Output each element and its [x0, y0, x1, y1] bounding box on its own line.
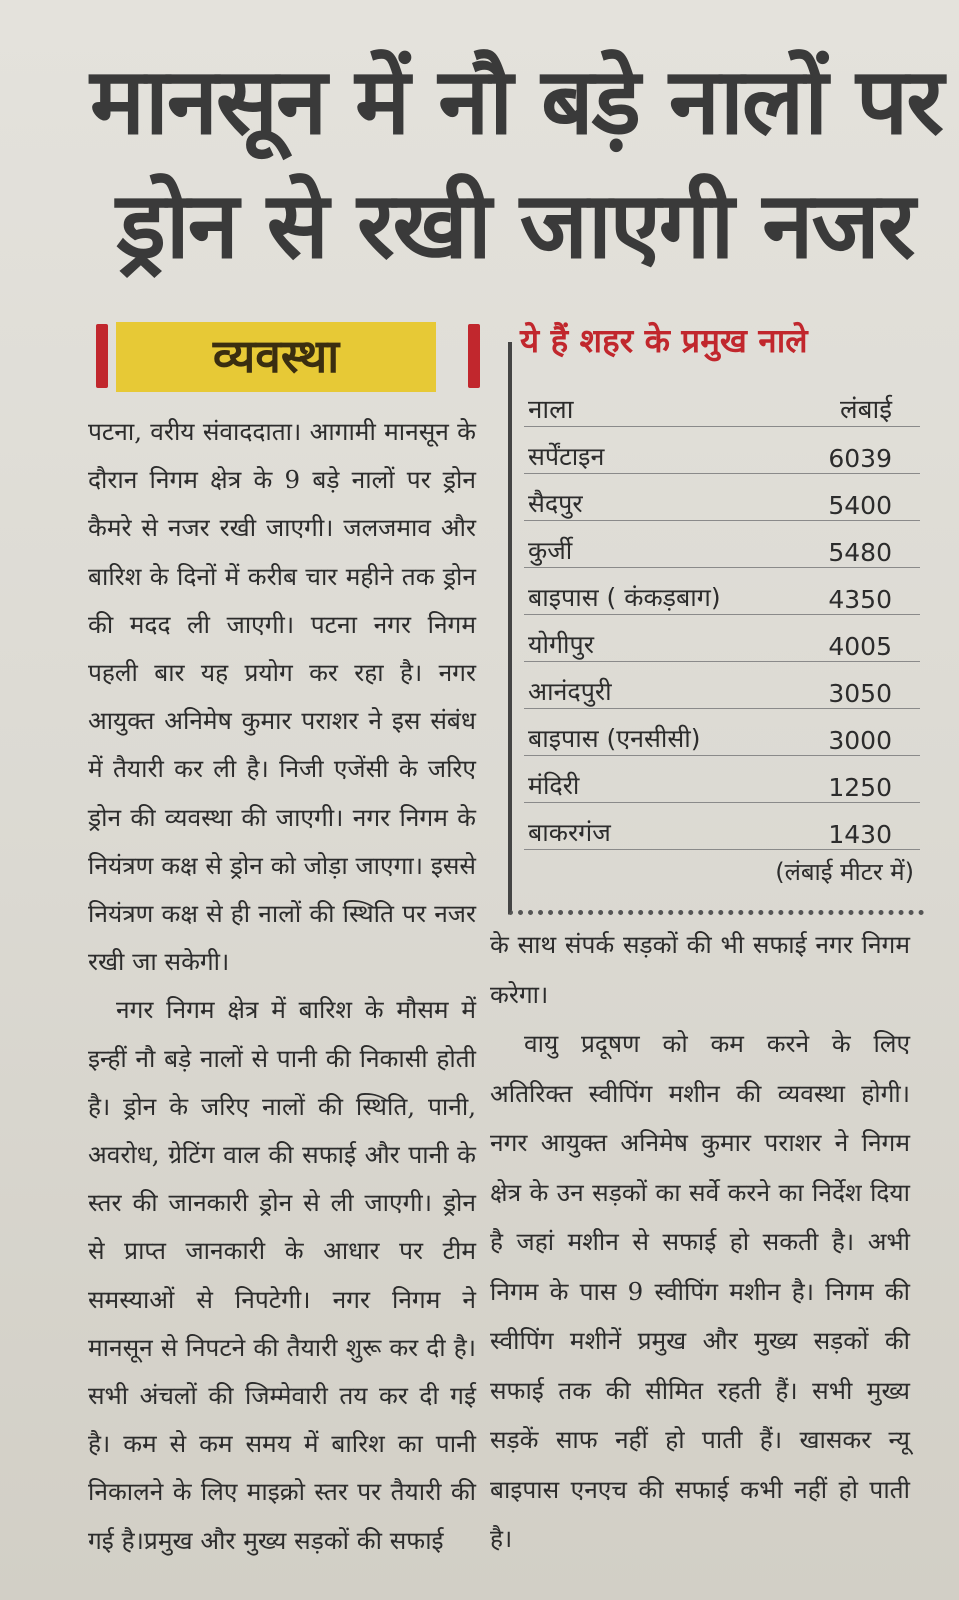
section-tag-label: व्यवस्था — [116, 322, 436, 392]
table-row — [524, 568, 920, 615]
drain-length: 4005 — [792, 615, 920, 662]
table-header-row — [524, 380, 920, 427]
column-header-length: लंबाई — [792, 380, 920, 427]
table-row — [524, 615, 920, 662]
table-row — [524, 427, 920, 474]
drain-length: 4350 — [792, 568, 920, 615]
drain-length: 1430 — [792, 803, 920, 850]
left-paragraph-2: नगर निगम क्षेत्र में बारिश के मौसम में इन्हीं नौ बड़े नालों से पानी की निकासी होती है। ड्रोन के जरिए नालों की स्थिति, पानी, अवरोध, ग्रेटिंग वाल की सफाई और पानी के स्तर की जानकारी ड्रोन से ली जाएगी। ड्रोन से प्राप्त जानकारी के आधार पर टीम समस्याओं से निपटेगी। नगर निगम ने मानसून से निपटने की तैयारी शुरू कर दी है। सभी अंचलों की जिम्मेवारी तय कर दी गई है। कम से कम समय में बारिश का पानी निकालने के लिए माइक्रो स्तर पर तैयारी की गई है।प्रमुख और मुख्य सड़कों की सफाई — [88, 995, 476, 1555]
tag-left-bar — [96, 324, 108, 388]
drain-length: 6039 — [792, 427, 920, 474]
drain-length: 3050 — [792, 662, 920, 709]
table-row — [524, 803, 920, 850]
drain-length: 5480 — [792, 521, 920, 568]
column-header-name: नाला — [524, 380, 792, 427]
drain-table — [524, 380, 920, 850]
drain-name: बाइपास (एनसीसी) — [524, 709, 792, 756]
left-paragraph-1: पटना, वरीय संवाददाता। आगामी मानसून के दौरान निगम क्षेत्र के 9 बड़े नालों पर ड्रोन कैमरे से नजर रखी जाएगी। जलजमाव और बारिश के दिनों में करीब चार महीने तक ड्रोन की मदद ली जाएगी। पटना नगर निगम पहली बार यह प्रयोग कर रहा है। नगर आयुक्त अनिमेष कुमार पराशर ने इस संबंध में तैयारी कर ली है। निजी एजेंसी के जरिए ड्रोन की व्यवस्था की जाएगी। नगर निगम के नियंत्रण कक्ष से ड्रोन को जोड़ा जाएगा। इससे नियंत्रण कक्ष से ही नालों की स्थिति पर नजर रखी जा सकेगी। — [88, 417, 476, 977]
drain-name: मंदिरी — [524, 756, 792, 803]
table-unit-note: (लंबाई मीटर में) — [775, 858, 914, 886]
headline-line-1: मानसून में नौ बड़े नालों पर — [90, 48, 942, 155]
left-column-text — [88, 408, 476, 1565]
drain-name: कुर्जी — [524, 521, 792, 568]
drain-name: बाइपास ( कंकड़बाग) — [524, 568, 792, 615]
table-row — [524, 474, 920, 521]
section-tag — [96, 322, 480, 394]
drain-length: 3000 — [792, 709, 920, 756]
drain-name: सैदपुर — [524, 474, 792, 521]
right-column-text — [490, 920, 910, 1564]
drain-table-title: ये हैं शहर के प्रमुख नाले — [520, 321, 808, 360]
table-row — [524, 521, 920, 568]
drain-name: बाकरगंज — [524, 803, 792, 850]
headline-line-2: ड्रोन से रखी जाएगी नजर — [116, 172, 914, 279]
drain-length: 1250 — [792, 756, 920, 803]
headline — [90, 40, 940, 288]
drain-name: सर्पेंटाइन — [524, 427, 792, 474]
right-paragraph-2: वायु प्रदूषण को कम करने के लिए अतिरिक्त स्वीपिंग मशीन की व्यवस्था होगी। नगर आयुक्त अनिमेष कुमार पराशर ने निगम क्षेत्र के उन सड़कों का सर्वे करने का निर्देश दिया है जहां मशीन से सफाई हो सकती है। अभी निगम के पास 9 स्वीपिंग मशीन है। निगम की स्वीपिंग मशीनें प्रमुख और मुख्य सड़कों की सफाई तक की सीमित रहती हैं। सभी मुख्य सड़कें साफ नहीं हो पाती हैं। खासकर न्यू बाइपास एनएच की सफाई कभी नहीं हो पाती है। — [490, 1029, 910, 1553]
table-row — [524, 709, 920, 756]
table-row — [524, 662, 920, 709]
table-row — [524, 756, 920, 803]
drain-length: 5400 — [792, 474, 920, 521]
right-paragraph-1: के साथ संपर्क सड़कों की भी सफाई नगर निगम करेगा। — [490, 930, 910, 1009]
drain-name: आनंदपुरी — [524, 662, 792, 709]
drain-name: योगीपुर — [524, 615, 792, 662]
tag-right-bar — [468, 324, 480, 388]
